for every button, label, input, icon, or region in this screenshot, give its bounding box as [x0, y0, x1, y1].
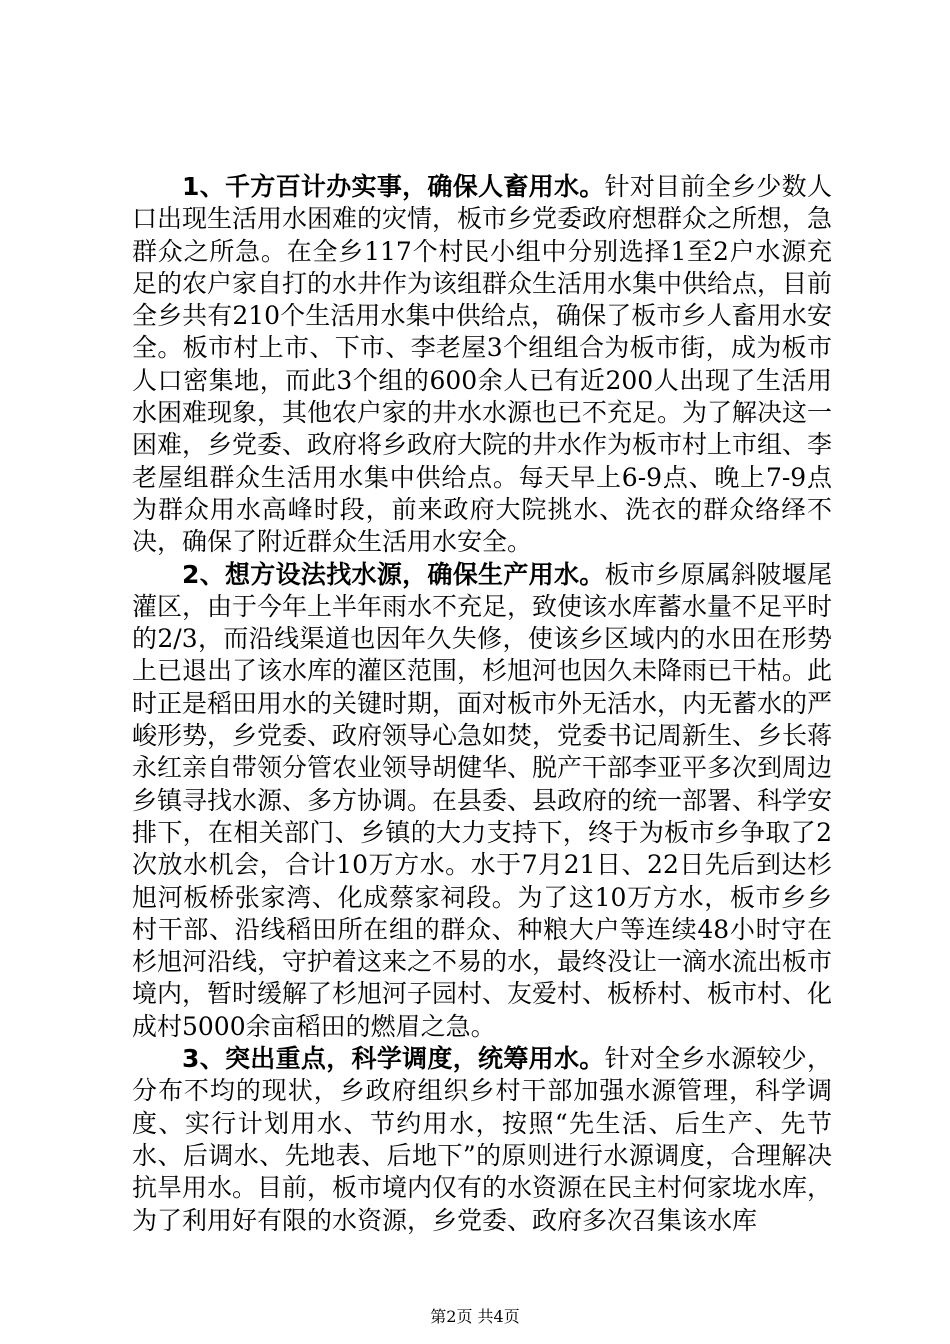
paragraph-1	[132, 171, 832, 559]
paragraph-3	[132, 1043, 832, 1237]
paragraph-1-heading: 1、千方百计办实事，确保人畜用水。	[182, 172, 605, 201]
document-body	[132, 171, 832, 1237]
paragraph-3-text: 针对全乡水源较少，分布不均的现状，乡政府组织乡村干部加强水源管理，科学调度、实行计划用水、节约用水，按照“先生活、后生产、先节水、后调水、先地表、后地下”的原则进行水源调度，合理解决抗旱用水。目前，板市境内仅有的水资源在民主村何家垅水库，为了利用好有限的水资源，乡党委、政府多次召集该水库	[132, 1044, 833, 1235]
page-footer: 第2页 共4页	[430, 1307, 520, 1326]
paragraph-1-text: 针对目前全乡少数人口出现生活用水困难的灾情，板市乡党委政府想群众之所想，急群众之所急。在全乡117个村民小组中分别选择1至2户水源充足的农户家自打的水井作为该组群众生活用水集中供给点，目前全乡共有210个生活用水集中供给点，确保了板市乡人畜用水安全。板市村上市、下市、李老屋3个组组合为板市街，成为板市人口密集地，而此3个组的600余人已有近200人出现了生活用水困难现象，其他农户家的井水水源也已不充足。为了解决这一困难，乡党委、政府将乡政府大院的井水作为板市村上市组、李老屋组群众生活用水集中供给点。每天早上6-9点、晚上7-9点为群众用水高峰时段，前来政府大院挑水、洗衣的群众络绎不决，确保了附近群众生活用水安全。	[132, 172, 833, 557]
paragraph-2-text: 板市乡原属斜陂堰尾灌区，由于今年上半年雨水不充足，致使该水库蓄水量不足平时的2/3，而沿线渠道也因年久失修，使该乡区域内的水田在形势上已退出了该水库的灌区范围，杉旭河也因久未降雨已干枯。此时正是稻田用水的关键时期，面对板市外无活水，内无蓄水的严峻形势，乡党委、政府领导心急如焚，党委书记周新生、乡长蒋永红亲自带领分管农业领导胡健华、脱产干部李亚平多次到周边乡镇寻找水源、多方协调。在县委、县政府的统一部署、科学安排下，在相关部门、乡镇的大力支持下，终于为板市乡争取了2次放水机会，合计10万方水。水于7月21日、22日先后到达杉旭河板桥张家湾、化成蔡家祠段。为了这10万方水，板市乡乡村干部、沿线稻田所在组的群众、种粮大户等连续48小时守在杉旭河沿线，守护着这来之不易的水，最终没让一滴水流出板市境内，暂时缓解了杉旭河子园村、友爱村、板桥村、板市村、化成村5000余亩稻田的燃眉之急。	[132, 559, 833, 1041]
paragraph-2-heading: 2、想方设法找水源，确保生产用水。	[182, 559, 605, 589]
paragraph-2	[132, 559, 832, 1043]
paragraph-3-heading: 3、突出重点，科学调度，统筹用水。	[182, 1044, 605, 1074]
